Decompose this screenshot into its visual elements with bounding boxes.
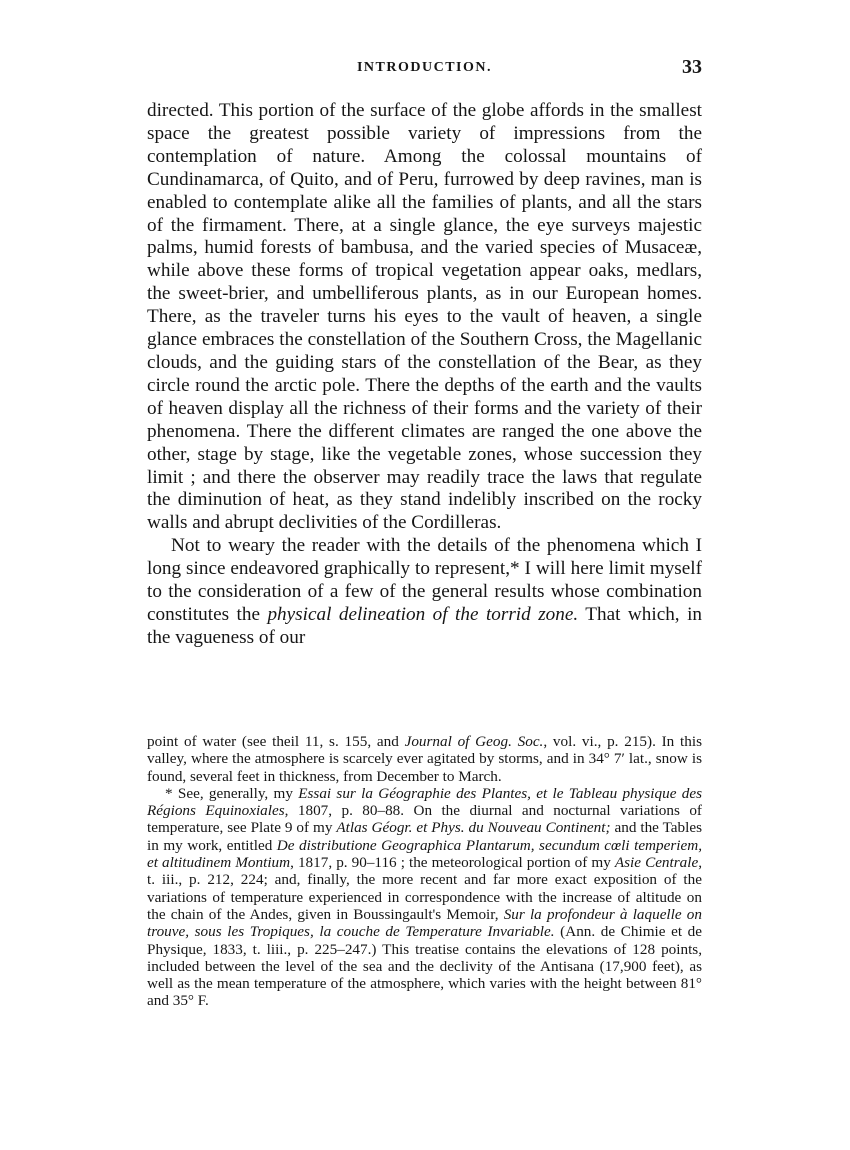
running-head (147, 56, 702, 88)
body-paragraph-2-text: Not to weary the reader with the details of the phenomena which I long since endeavored graphically to represent,* I will here limit myself to the consideration of a few of the general results whose combination constitutes the (147, 535, 702, 625)
footnote-2-asie-title: Asie Centrale (614, 854, 699, 872)
body-paragraph-1 (147, 100, 702, 535)
footnote-asterisk (147, 785, 702, 1010)
footnote-continued (147, 733, 702, 785)
body-paragraph-2-tail: That which, in the vagueness of our (147, 603, 702, 648)
body-paragraph-1-text: directed. This portion of the surface of the globe affords in the smallest space the greatest possible variety of impressions from the contemplation of nature. Among the colossal mountains of Cundinamarca, of Quito, and of Peru, furrowed by deep ravines, man is enabled to contemplate alike all the families of plants, and all the stars of the firmament. There, at a single glance, the eye surveys majestic palms, humid forests of bambusa, and the varied species of Musaceæ, while above these forms of tropical vegetation appear oaks, medlars, the sweet-brier, and umbelliferous plants, as in our European homes. There, as the traveler turns his eyes to the vault of heaven, a single glance embraces the constellation of the Southern Cross, the Magellanic clouds, and the guiding stars of the constellation of the Bear, as they circle round the arctic pole. There the depths of the earth and the vaults of heaven display all the richness of their forms and the variety of their phenomena. There the different climates are ranged the one above the other, stage by stage, like the vegetable zones, whose succession they limit ; and there the observer may readily trace the laws that regulate the diminution of heat, as they stand indelibly inscribed on the rocky walls and abrupt declivities of the Cordilleras. (147, 100, 702, 534)
page-number: 33 (682, 56, 702, 78)
footnote-2-text-5: (Ann. de Chimie et de Physique, 1833, t. liii., p. 225–247.) This treatise contains the elevations of 128 points, included between the level of the sea and the declivity of the Antisana (17,900 feet), as well as the mean temperature of the atmosphere, which varies with the height between 81° and 35° F. (147, 923, 703, 1010)
footnote-2-essai-title: Essai sur la Géographie des Plantes, et le Tableau physique des Régions Equinoxiales (147, 784, 702, 820)
body-paragraph-2 (147, 535, 702, 650)
footnote-2-memoir-title: Sur la profondeur à laquelle on trouve, sous les Tropiques, la couche de Temperature Invariable. (147, 905, 702, 941)
footnote-2-text-2: and the Tables in my work, entitled (147, 819, 702, 854)
footnote-2-text-3: , 1817, p. 90–116 ; the meteorological portion of my (290, 854, 615, 872)
footnote-2-distributione-title: De distributione Geographica Plantarum, secundum cœli temperiem, et altitudinem Montium (147, 836, 702, 872)
footnote-1-tail: , vol. vi., p. 215). In this valley, where the atmosphere is scarcely ever agitated by storms, and in 34° 7′ lat., snow is found, several feet in thickness, from December to March. (147, 733, 702, 785)
footnote-2-text-1: , 1807, p. 80–88. On the diurnal and nocturnal variations of temperature, see Plate 9 of my (147, 802, 702, 837)
body-paragraph-2-italic: physical delineation of the torrid zone. (267, 603, 579, 625)
running-head-title: INTRODUCTION. (356, 60, 492, 75)
footnote-2-atlas-title: Atlas Géogr. et Phys. du Nouveau Continent; (336, 819, 611, 837)
footnote-2-text-4: , t. iii., p. 212, 224; and, finally, the more recent and far more exact exposition of the variations of temperature experienced in correspondence with the increase of altitude on the chain of the Andes, given in Boussingault's Memoir, (147, 854, 703, 923)
body-text (147, 100, 702, 650)
footnotes (147, 733, 702, 1010)
footnote-2-intro: * See, generally, my (165, 784, 299, 802)
footnote-1-text: point of water (see theil 11, s. 155, and (147, 733, 405, 750)
footnote-1-journal: Journal of Geog. Soc. (404, 733, 544, 750)
